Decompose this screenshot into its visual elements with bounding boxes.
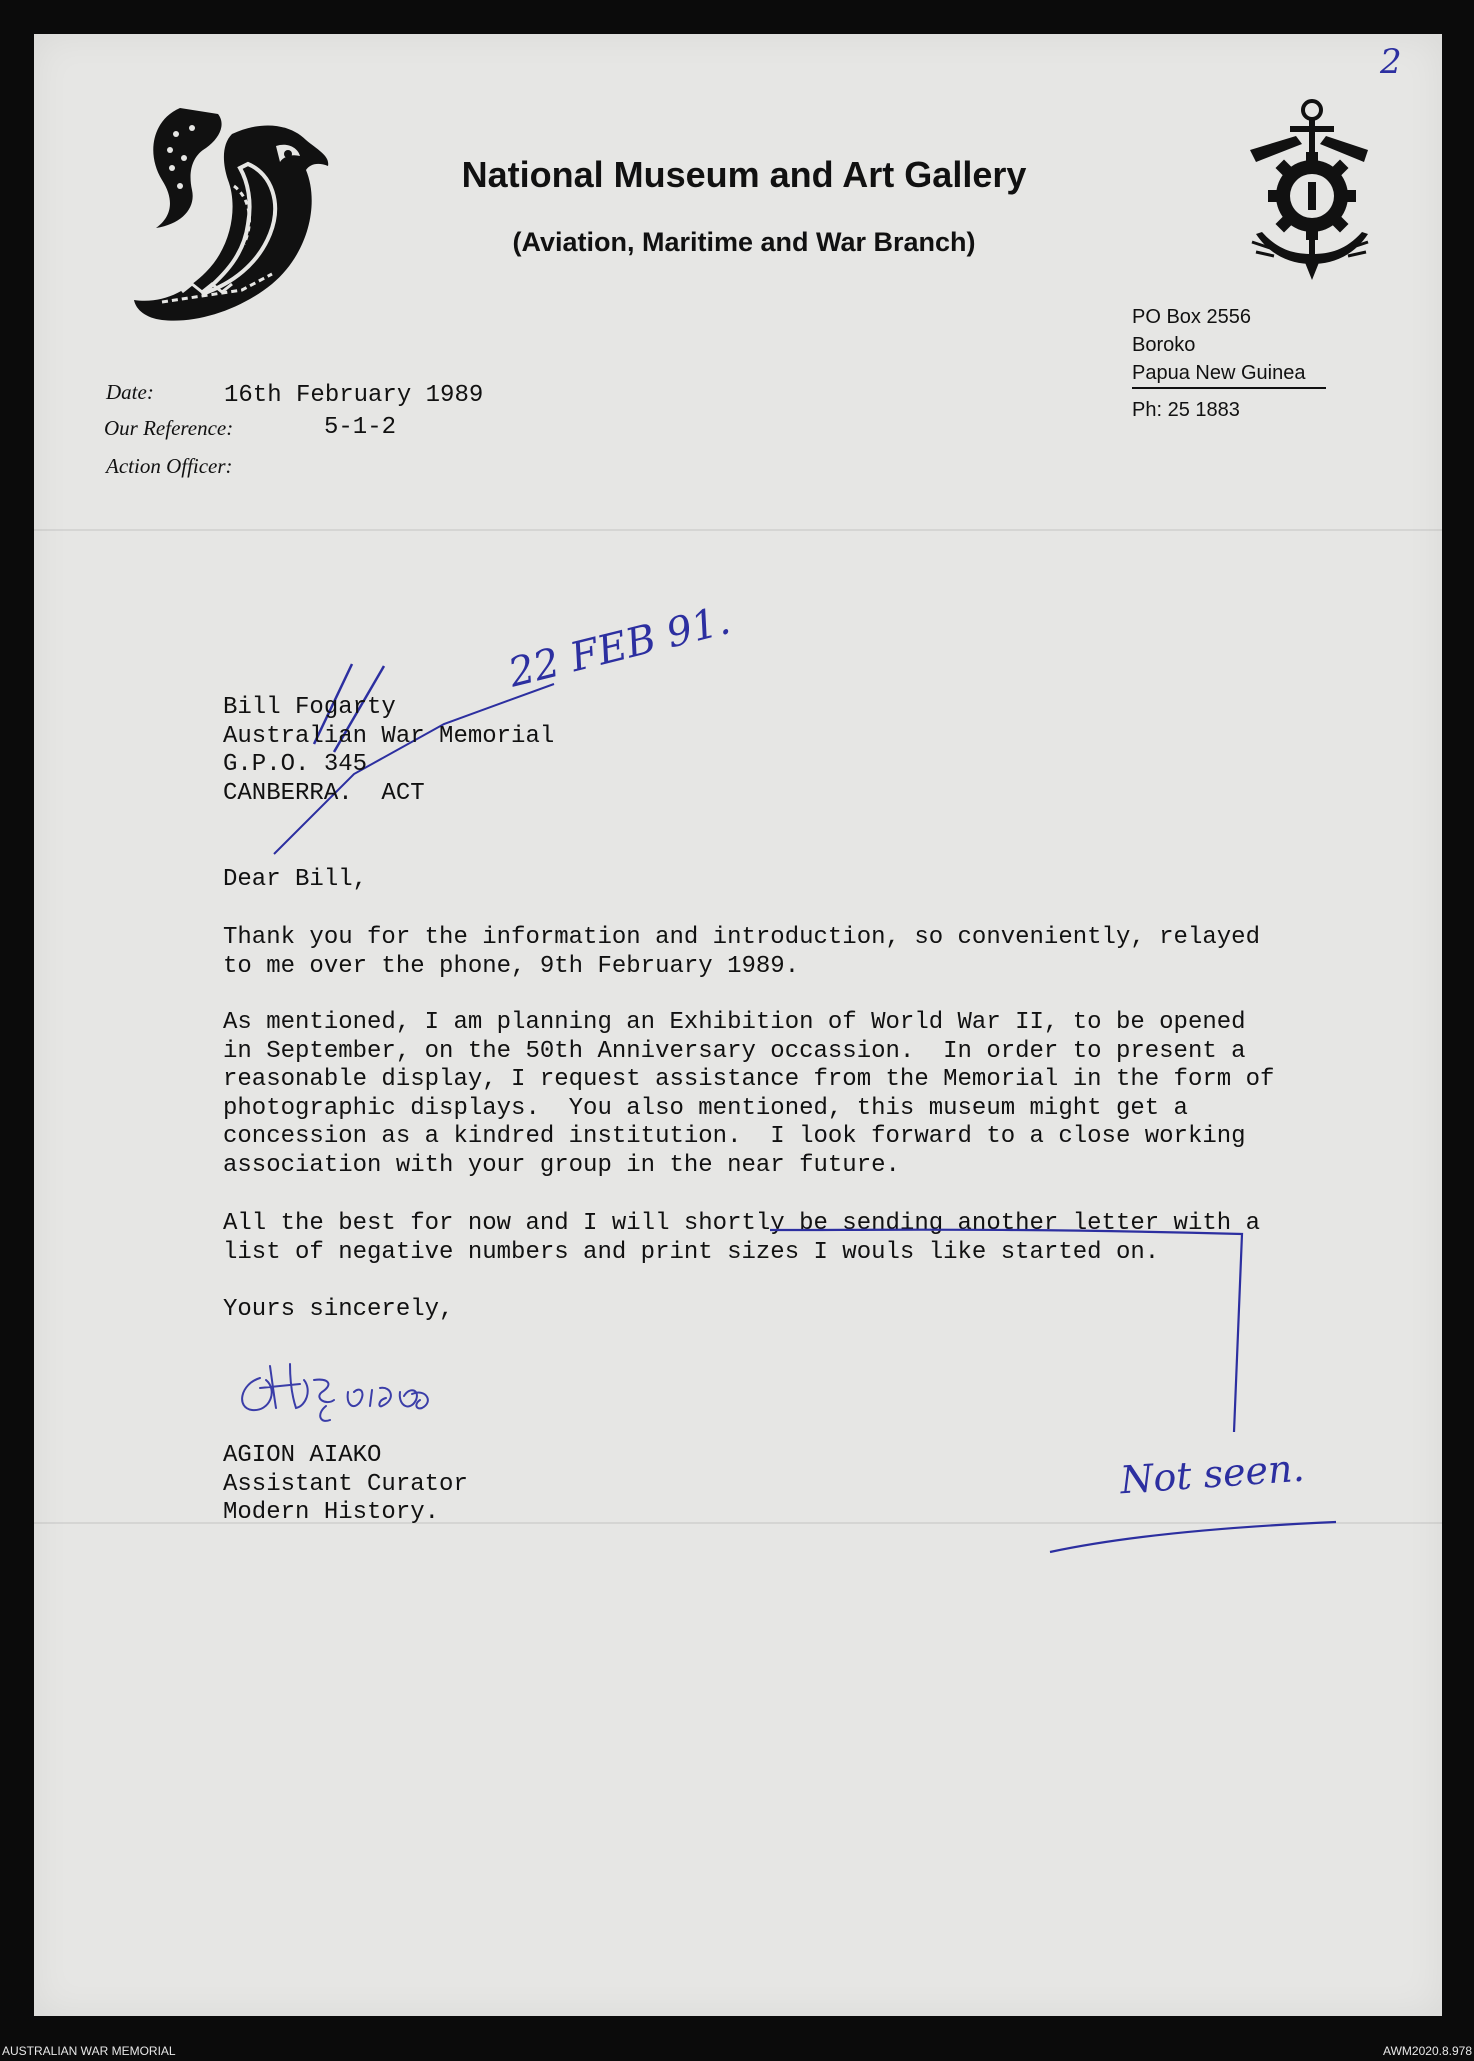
salutation: Dear Bill, xyxy=(223,866,368,893)
body-line: in September, on the 50th Anniversary occassion. In order to present a xyxy=(223,1037,1246,1065)
recipient-line: Australian War Memorial xyxy=(223,722,555,750)
body-line: concession as a kindred institution. I look forward to a close working xyxy=(223,1123,1246,1151)
reference-label: Our Reference: xyxy=(104,416,234,440)
footer-archive-name: AUSTRALIAN WAR MEMORIAL xyxy=(2,2044,176,2058)
body-line: photographic displays. You also mentioned, this museum might get a xyxy=(223,1094,1188,1122)
action-officer-label: Action Officer: xyxy=(106,454,233,478)
body-line: association with your group in the near future. xyxy=(223,1151,900,1179)
org-name: National Museum and Art Gallery xyxy=(461,154,1027,195)
closing: Yours sincerely, xyxy=(223,1296,454,1323)
body-line: All the best for now and I will shortly be sending another letter with a xyxy=(223,1210,1260,1237)
phone-number: Ph: 25 1883 xyxy=(1132,399,1240,421)
body-line: Thank you for the information and introduction, so conveniently, relayed xyxy=(223,924,1260,951)
footer-item-number: AWM2020.8.978 xyxy=(1383,2044,1472,2058)
org-branch: (Aviation, Maritime and War Branch) xyxy=(512,227,976,257)
page-number: 2 xyxy=(1380,42,1402,82)
date-label: Date: xyxy=(106,380,154,404)
pen-bracket-marks xyxy=(34,34,1442,1634)
reference-value: 5-1-2 xyxy=(324,414,397,441)
recipient-line: Bill Fogarty xyxy=(223,694,396,721)
body-line: list of negative numbers and print sizes I wouls like started on. xyxy=(223,1238,1160,1266)
address-line: PO Box 2556 xyxy=(1132,306,1251,328)
signature-line: Assistant Curator xyxy=(223,1470,468,1498)
body-line: As mentioned, I am planning an Exhibition of World War II, to be opened xyxy=(223,1009,1246,1036)
body-line: to me over the phone, 9th February 1989. xyxy=(223,952,800,980)
date-value: 16th February 1989 xyxy=(224,382,484,409)
recipient-line: CANBERRA. ACT xyxy=(223,779,425,807)
body-line: reasonable display, I request assistance from the Memorial in the form of xyxy=(223,1066,1275,1094)
recipient-line: G.P.O. 345 xyxy=(223,751,368,779)
signature-line: Modern History. xyxy=(223,1499,440,1527)
address-line: Papua New Guinea xyxy=(1132,362,1306,384)
letter-sheet xyxy=(34,34,1442,2016)
margin-note: Not seen. xyxy=(1118,1445,1306,1503)
address-line: Boroko xyxy=(1132,334,1196,356)
signature-line: AGION AIAKO xyxy=(223,1442,382,1469)
handwritten-date-annotation: 22 FEB 91. xyxy=(504,597,735,697)
